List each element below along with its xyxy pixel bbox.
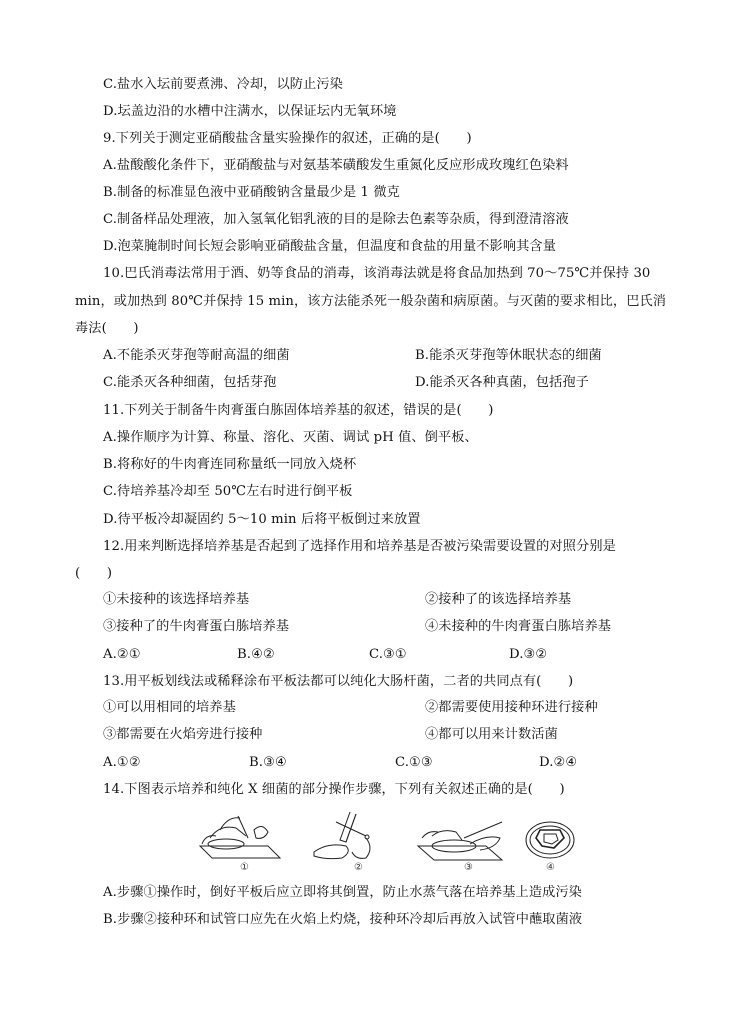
q13-item-3: ③都需要在火焰旁进行接种 bbox=[103, 727, 263, 742]
q12-item-4: ④未接种的牛肉膏蛋白胨培养基 bbox=[425, 619, 612, 634]
q11-stem: 11.下列关于制备牛肉膏蛋白胨固体培养基的叙述，错误的是( ) bbox=[103, 403, 494, 418]
figure-label-3: ③ bbox=[464, 862, 473, 873]
q10-option-a: A.不能杀灭芽孢等耐高温的细菌 bbox=[103, 348, 290, 363]
q9-option-d: D.泡菜腌制时间长短会影响亚硝酸盐含量，但温度和食盐的用量不影响其含量 bbox=[103, 239, 556, 254]
q13-items-row1 bbox=[103, 698, 598, 718]
q14-option-a: A.步骤①操作时，倒好平板后应立即将其倒置，防止水蒸气落在培养基上造成污染 bbox=[103, 885, 582, 900]
q14-procedure-figure bbox=[196, 808, 576, 878]
q12-stem-line2: ( ) bbox=[75, 566, 113, 581]
q13-item-2: ②都需要使用接种环进行接种 bbox=[425, 700, 598, 715]
q8-option-d: D.坛盖边沿的水槽中注满水，以保证坛内无氧环境 bbox=[103, 104, 397, 119]
step2-test-tube-loop-icon bbox=[314, 812, 370, 859]
figure-label-1: ① bbox=[240, 862, 249, 873]
q12-item-1: ①未接种的该选择培养基 bbox=[103, 592, 250, 607]
q13-items-row2 bbox=[103, 725, 558, 745]
q14-stem: 14.下图表示培养和纯化 X 细菌的部分操作步骤，下列有关叙述正确的是( ) bbox=[103, 782, 565, 797]
q10-option-d: D.能杀灭各种真菌，包括孢子 bbox=[415, 375, 589, 390]
q8-option-c: C.盐水入坛前要煮沸、冷却，以防止污染 bbox=[103, 77, 343, 92]
q12-item-3: ③接种了的牛肉膏蛋白胨培养基 bbox=[103, 619, 290, 634]
q10-stem-line2: min，或加热到 80℃并保持 15 min，该方法能杀死一般杂菌和病原菌。与灭菌的要求相比，巴氏消 bbox=[75, 294, 667, 309]
q10-option-b: B.能杀灭芽孢等休眠状态的细菌 bbox=[415, 348, 602, 363]
q12-option-c: C.③① bbox=[369, 647, 407, 662]
q9-option-c: C.制备样品处理液，加入氢氧化铝乳液的目的是除去色素等杂质，得到澄清溶液 bbox=[103, 212, 569, 227]
step3-streaking-icon bbox=[418, 822, 502, 860]
q13-option-b: B.③④ bbox=[249, 755, 287, 770]
q11-option-d: D.待平板冷却凝固约 5～10 min 后将平板倒过来放置 bbox=[103, 512, 421, 527]
q10-options-row2 bbox=[103, 373, 589, 393]
q9-stem: 9.下列关于测定亚硝酸盐含量实验操作的叙述，正确的是( ) bbox=[103, 131, 472, 146]
q11-option-b: B.将称好的牛肉膏连同称量纸一同放入烧杯 bbox=[103, 457, 357, 472]
q12-option-a: A.②① bbox=[103, 647, 141, 662]
q10-stem-line3: 毒法( ) bbox=[75, 321, 139, 336]
q13-stem: 13.用平板划线法或稀释涂布平板法都可以纯化大肠杆菌，二者的共同点有( ) bbox=[103, 674, 574, 689]
q9-option-b: B.制备的标准显色液中亚硝酸钠含量最少是 1 微克 bbox=[103, 185, 400, 200]
figure-label-2: ② bbox=[354, 862, 363, 873]
q13-option-a: A.①② bbox=[103, 755, 141, 770]
q12-option-d: D.③② bbox=[509, 647, 548, 662]
q12-stem-line1: 12.用来判断选择培养基是否起到了选择作用和培养基是否被污染需要设置的对照分别是 bbox=[103, 539, 616, 554]
q12-items-row2 bbox=[103, 617, 612, 637]
q10-option-c: C.能杀灭各种细菌，包括芽孢 bbox=[103, 375, 277, 390]
q13-option-d: D.②④ bbox=[539, 755, 578, 770]
q11-option-a: A.操作顺序为计算、称量、溶化、灭菌、调试 pH 值、倒平板、 bbox=[103, 430, 478, 445]
q14-option-b: B.步骤②接种环和试管口应先在火焰上灼烧，接种环冷却后再放入试管中蘸取菌液 bbox=[103, 912, 583, 927]
q9-option-a: A.盐酸酸化条件下，亚硝酸盐与对氨基苯磺酸发生重氮化反应形成玫瑰红色染料 bbox=[103, 158, 569, 173]
q12-item-2: ②接种了的该选择培养基 bbox=[425, 592, 572, 607]
q10-options-row1 bbox=[103, 346, 602, 366]
q12-items-row1 bbox=[103, 590, 572, 610]
q13-item-4: ④都可以用来计数活菌 bbox=[425, 727, 558, 742]
step4-plate-pattern-icon bbox=[526, 822, 574, 858]
procedure-sketches bbox=[196, 808, 576, 878]
q13-option-c: C.①③ bbox=[395, 755, 433, 770]
q10-stem-line1: 10.巴氏消毒法常用于酒、奶等食品的消毒，该消毒法就是将食品加热到 70～75℃并保持 30 bbox=[103, 266, 651, 281]
q13-item-1: ①可以用相同的培养基 bbox=[103, 700, 236, 715]
figure-label-4: ④ bbox=[546, 862, 555, 873]
q12-option-b: B.④② bbox=[237, 647, 275, 662]
q11-option-c: C.待培养基冷却至 50℃左右时进行倒平板 bbox=[103, 484, 353, 499]
step1-pouring-plate-icon bbox=[200, 816, 280, 858]
